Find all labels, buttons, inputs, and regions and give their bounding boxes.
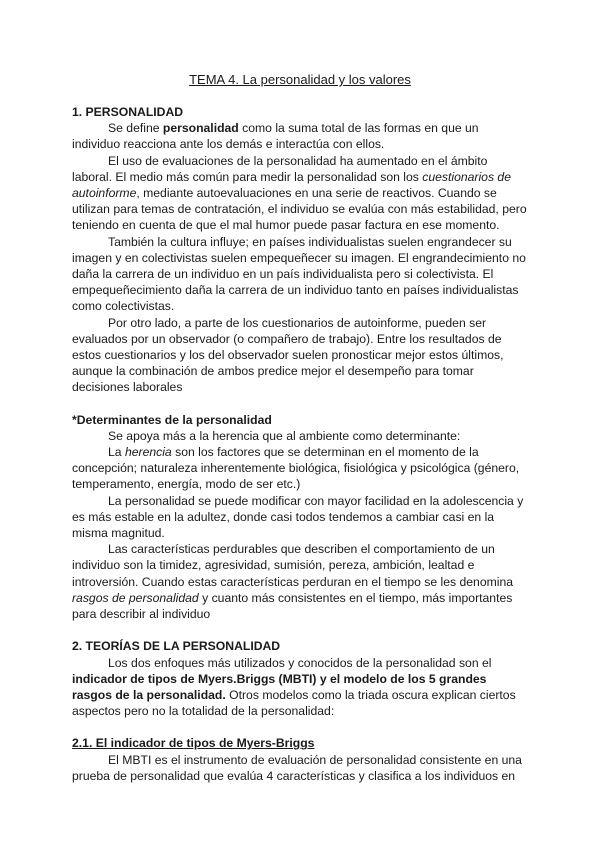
paragraph: La personalidad se puede modificar con mayor facilidad en la adolescencia y es más estable en la adultez, donde casi todos tendemos a cambiar casi en la misma magnitud. bbox=[72, 493, 524, 541]
spacer bbox=[72, 719, 528, 735]
section-heading-teorias: 2. TEORÍAS DE LA PERSONALIDAD bbox=[72, 639, 281, 654]
section-heading-personalidad: 1. PERSONALIDAD bbox=[72, 105, 184, 119]
paragraph bbox=[72, 153, 528, 234]
text-run: Los dos enfoques más utilizados y conocidos de la personalidad son el bbox=[108, 655, 492, 670]
text-run: El uso de evaluaciones de la personalidad ha aumentado en el ámbito laboral. El medio más común para medir la personalidad son los bbox=[72, 153, 488, 184]
page-title: TEMA 4. La personalidad y los valores bbox=[189, 72, 411, 87]
text-run: , mediante autoevaluaciones en una serie de reactivos. Cuando se utilizan para temas de contratación, el individuo se evalúa con más estabilidad, pero teniendo en cuenta de que el mal humor puede pasar factura en ese momento. bbox=[72, 186, 527, 233]
text-run: Las características perdurables que describen el comportamiento de un individuo son la timidez, agresividad, sumisión, pereza, ambición, lealtad e introversión. Cuando estas características perduran en el tiempo se les denomina bbox=[72, 542, 514, 589]
spacer bbox=[72, 88, 528, 104]
paragraph: Se apoya más a la herencia que al ambiente como determinante: bbox=[108, 428, 461, 443]
text-run: son los factores que se determinan en el momento de la concepción; naturaleza inherentemente biológica, fisiológica y psicológica (género, temperamento, energía, modo de ser etc.) bbox=[72, 445, 520, 492]
paragraph: Por otro lado, a parte de los cuestionarios de autoinforme, pueden ser evaluados por un observador (o compañero de trabajo). Entre los resultados de estos cuestionarios y los del observador suelen pronosticar mejor estos últimos, aunque la combinación de ambos predice mejor el desempeño para tomar decisiones laborales bbox=[72, 315, 504, 395]
spacer bbox=[72, 396, 528, 412]
section-heading-determinantes: *Determinantes de la personalidad bbox=[72, 412, 272, 427]
paragraph: El MBTI es el instrumento de evaluación de personalidad consistente en una prueba de personalidad que evalúa 4 características y clasifica a los individuos en bbox=[72, 752, 522, 783]
italic-term: cuestionarios de autoinforme bbox=[72, 169, 511, 201]
text-run: como la suma total de las formas en que un individuo reacciona ante los demás e interactúa con ellos. bbox=[72, 121, 479, 152]
paragraph: También la cultura influye; en países individualistas suelen engrandecer su imagen y en colectivistas suelen empequeñecer su imagen. El engrandecimiento no daña la carrera de un individuo en un país individualista pero si colectivista. El empequeñecimiento daña la carrera de un individuo tanto en países individualistas como colectivistas. bbox=[72, 234, 526, 314]
italic-term: herencia bbox=[124, 445, 172, 460]
bold-term: indicador de tipos de Myers.Briggs (MBTI) y el modelo de los 5 grandes rasgos de la personalidad. bbox=[72, 671, 487, 702]
bold-term: personalidad bbox=[162, 121, 239, 136]
text-run: Otros modelos como la triada oscura explican ciertos aspectos pero no la totalidad de la personalidad: bbox=[72, 687, 516, 719]
subsection-heading-mbti: 2.1. El indicador de tipos de Myers-Briggs bbox=[72, 736, 315, 751]
paragraph bbox=[72, 120, 528, 152]
text-run: y cuanto más consistentes en el tiempo, más importantes para describir al individuo bbox=[72, 590, 513, 622]
document-content bbox=[72, 72, 528, 784]
spacer bbox=[72, 622, 528, 638]
italic-term: rasgos de personalidad bbox=[72, 590, 199, 605]
paragraph bbox=[72, 655, 528, 720]
text-run: Se define bbox=[108, 121, 163, 136]
paragraph bbox=[72, 444, 528, 493]
text-run: La bbox=[108, 445, 125, 460]
paragraph bbox=[72, 541, 528, 622]
